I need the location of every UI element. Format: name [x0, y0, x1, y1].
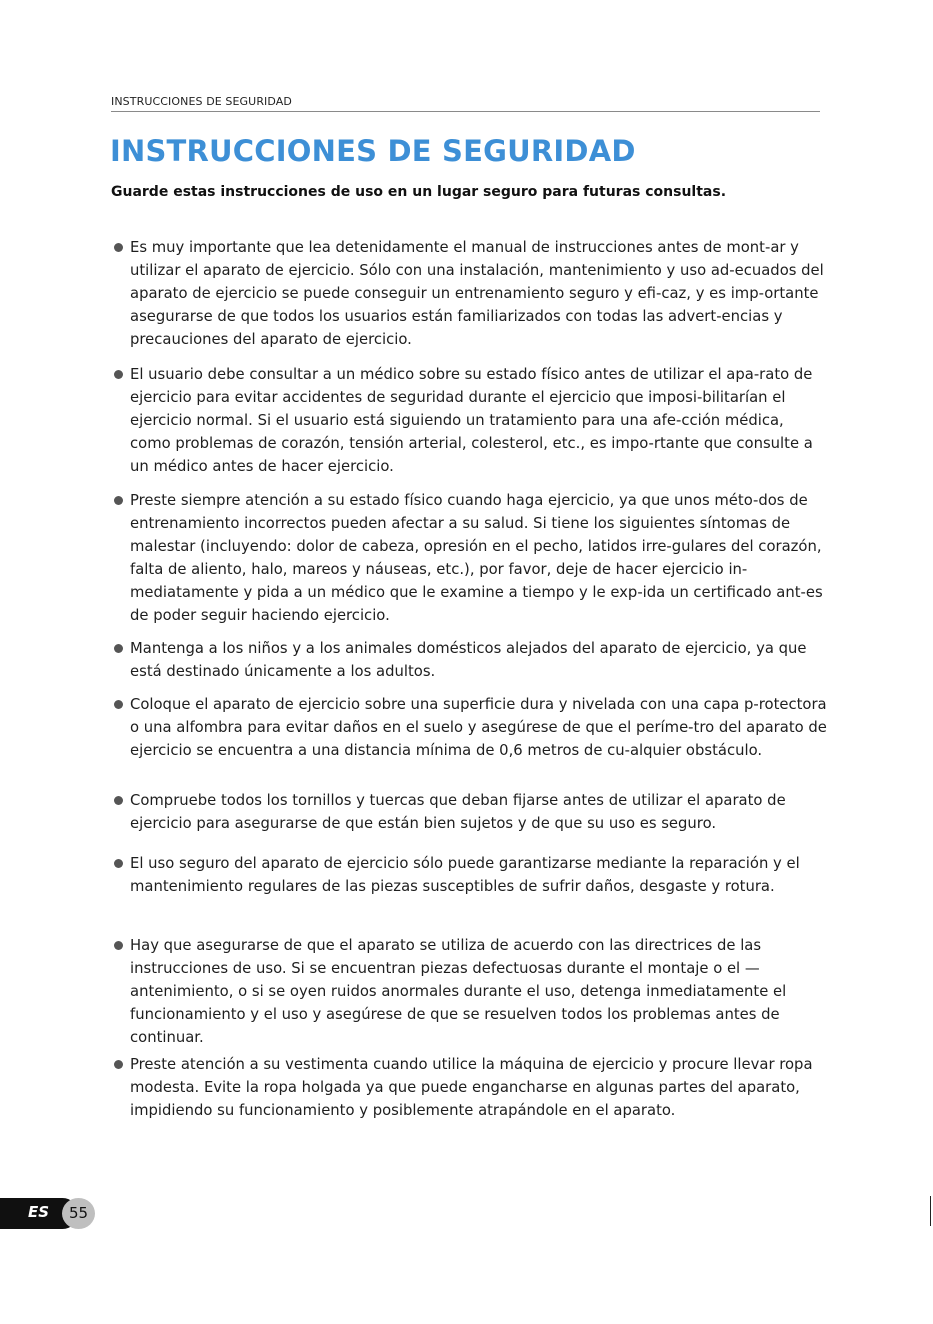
list-item-text: El usuario debe consultar a un médico sobre su estado físico antes de utilizar el apa-rato de ejercicio para evitar accidentes de seguridad durante el ejercicio que imposi-bilitarían el ejercicio normal. Si el usuario está siguiendo un tratamiento para una afe-cción médica, como problemas de corazón, tensión arterial, colesterol, etc., es impo-rtante que consulte a un médico antes de hacer ejercicio.: [130, 366, 813, 475]
bullet-dot-icon: [114, 496, 123, 505]
list-item-text: Preste atención a su vestimenta cuando utilice la máquina de ejercicio y procure llevar ropa modesta. Evite la ropa holgada ya que puede engancharse en algunas partes del aparato, impidiendo su funcionamiento y posiblemente atrapándole en el aparato.: [130, 1056, 813, 1119]
page-title: INSTRUCCIONES DE SEGURIDAD: [110, 134, 636, 168]
bullet-dot-icon: [114, 370, 123, 379]
list-item-text: Mantenga a los niños y a los animales domésticos alejados del aparato de ejercicio, ya que está destinado únicamente a los adultos.: [130, 640, 807, 680]
list-item-text: Es muy importante que lea detenidamente el manual de instrucciones antes de mont-ar y utilizar el aparato de ejercicio. Sólo con una instalación, mantenimiento y uso ad-ecuados del aparato de ejercicio se puede conseguir un entrenamiento seguro y efi-caz, y es imp-ortante asegurarse de que todos los usuarios están familiarizados con todas las advert-encias y precauciones del aparato de ejercicio.: [130, 239, 824, 348]
running-header: INSTRUCCIONES DE SEGURIDAD: [111, 95, 820, 112]
bullet-dot-icon: [114, 644, 123, 653]
list-item-text: Compruebe todos los tornillos y tuercas que deban fijarse antes de utilizar el aparato de ejercicio para asegurarse de que están bien sujetos y de que su uso es seguro.: [130, 792, 786, 832]
crop-mark: [930, 1196, 931, 1226]
page-subtitle: Guarde estas instrucciones de uso en un lugar seguro para futuras consultas.: [111, 184, 727, 200]
footer-language-label: ES: [28, 1203, 50, 1221]
list-item-text: Hay que asegurarse de que el aparato se utiliza de acuerdo con las directrices de las instrucciones de uso. Si se encuentran piezas defectuosas durante el montaje o el —antenimiento, o si se oyen ruidos anormales durante el uso, detenga inmediatamente el funcionamiento y el uso y asegúrese de que se resuelven todos los problemas antes de continuar.: [130, 937, 787, 1046]
list-item: [111, 489, 829, 627]
bullet-dot-icon: [114, 859, 123, 868]
list-item: [111, 363, 829, 478]
list-item-text: El uso seguro del aparato de ejercicio sólo puede garantizarse mediante la reparación y el mantenimiento regulares de las piezas susceptibles de sufrir daños, desgaste y rotura.: [130, 855, 800, 895]
bullet-dot-icon: [114, 941, 123, 950]
bullet-dot-icon: [114, 1060, 123, 1069]
list-item-text: Preste siempre atención a su estado físico cuando haga ejercicio, ya que unos méto-dos de entrenamiento incorrectos pueden afectar a su salud. Si tiene los siguientes síntomas de malestar (incluyendo: dolor de cabeza, opresión en el pecho, latidos irre-gulares del corazón, falta de aliento, halo, mareos y náuseas, etc.), por favor, deje de hacer ejercicio in-mediatamente y pida a un médico que le examine a tiempo y le exp-ida un certificado ant-es de poder seguir haciendo ejercicio.: [130, 492, 823, 624]
list-item: [111, 693, 829, 762]
list-item: [111, 1053, 829, 1122]
list-item: [111, 934, 829, 1049]
list-item: [111, 637, 829, 683]
list-item: [111, 236, 829, 351]
list-item: [111, 852, 829, 898]
bullet-dot-icon: [114, 243, 123, 252]
bullet-dot-icon: [114, 700, 123, 709]
page-number-badge: 55: [62, 1198, 95, 1229]
bullet-dot-icon: [114, 796, 123, 805]
list-item: [111, 789, 829, 835]
list-item-text: Coloque el aparato de ejercicio sobre una superficie dura y nivelada con una capa p-rotectora o una alfombra para evitar daños en el suelo y asegúrese de que el períme-tro del aparato de ejercicio se encuentra a una distancia mínima de 0,6 metros de cu-alquier obstáculo.: [130, 696, 827, 759]
